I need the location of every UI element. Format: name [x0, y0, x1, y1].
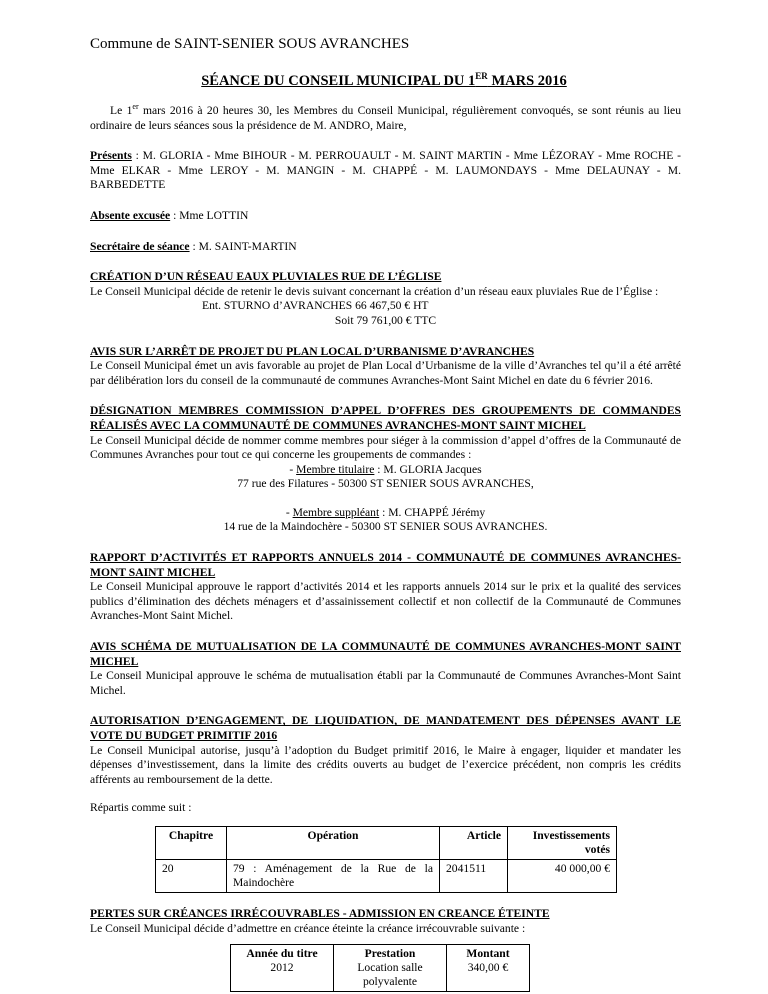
header-montant: Montant — [466, 947, 510, 961]
section-plu — [90, 345, 681, 389]
intro-pre: Le 1 — [110, 104, 133, 117]
page-title — [0, 73, 768, 90]
header-operation: Opération — [227, 826, 440, 859]
commune-header: Commune de SAINT-SENIER SOUS AVRANCHES — [90, 36, 410, 52]
cell-prestation — [334, 945, 447, 992]
title-sup: ER — [475, 71, 488, 82]
value-annee: 2012 — [270, 961, 294, 975]
section-text: Le Conseil Municipal décide de nommer comme membres pour siéger à la commission d’appel d’offres de la Communauté de Communes Avranches pour tout ce qui concerne les groupements de commandes : — [90, 433, 681, 462]
cell-chapitre: 20 — [156, 859, 227, 892]
section-eaux-pluviales — [90, 270, 681, 328]
section-text: Le Conseil Municipal approuve le rapport d’activités 2014 et les rapports annuels 2014 sur le prix et la qualité des services publics d’élimination des déchets ménagers et d’assainissement collectif et non collectif de la Communauté de Communes Avranches-Mont Saint Michel. — [90, 580, 681, 623]
titulaire-address: 77 rue des Filatures - 50300 ST SENIER SOUS AVRANCHES, — [237, 477, 534, 491]
titulaire-name: : M. GLORIA Jacques — [374, 462, 482, 476]
section-heading: AUTORISATION D’ENGAGEMENT, DE LIQUIDATION, DE MANDATEMENT DES DÉPENSES AVANT LE VOTE DU BUDGET PRIMITIF 2016 — [90, 714, 681, 742]
header-investissements: Investissements votés — [508, 826, 617, 859]
cell-article: 2041511 — [440, 859, 508, 892]
absente-paragraph — [90, 209, 681, 224]
section-autorisation-depenses — [90, 714, 681, 893]
header-article: Article — [440, 826, 508, 859]
absente-label: Absente excusée — [90, 208, 171, 222]
membre-suppleant: - Membre suppléant : M. CHAPPÉ Jérémy — [285, 505, 486, 519]
suppleant-label: Membre suppléant — [292, 505, 380, 519]
section-heading: DÉSIGNATION MEMBRES COMMISSION D’APPEL D’OFFRES DES GROUPEMENTS DE COMMANDES RÉALISÉS AVEC LA COMMUNAUTÉ DE COMMUNES AVRANCHES-MONT SAINT MICHEL — [90, 404, 681, 432]
titulaire-label: Membre titulaire — [296, 462, 375, 476]
section-heading: AVIS SCHÉMA DE MUTUALISATION DE LA COMMUNAUTÉ DE COMMUNES AVRANCHES-MONT SAINT MICHEL — [90, 640, 681, 668]
header-chapitre: Chapitre — [156, 826, 227, 859]
devis-ttc: Soit 79 761,00 € TTC — [334, 313, 437, 327]
section-commission-appel-offres — [90, 404, 681, 535]
devis-ht: Ent. STURNO d’AVRANCHES 66 467,50 € HT — [202, 299, 429, 313]
intro-sup: er — [132, 102, 139, 112]
suppleant-name: : M. CHAPPÉ Jérémy — [379, 505, 486, 519]
cell-montant — [447, 945, 530, 992]
investissements-table — [155, 826, 617, 893]
section-text: Le Conseil Municipal émet un avis favorable au projet de Plan Local d’Urbanisme de la ville d’Avranches tel qu’il a été arrêté par délibération lors du conseil de la communauté de communes Avranches-Mont Saint Michel en date du 6 février 2016. — [90, 359, 681, 387]
title-date: MARS 2016 — [487, 73, 567, 89]
section-heading: PERTES SUR CRÉANCES IRRÉCOUVRABLES - ADMISSION EN CREANCE ÉTEINTE — [90, 906, 550, 920]
section-text: Le Conseil Municipal autorise, jusqu’à l’adoption du Budget primitif 2016, le Maire à engager, liquider et mandater les dépenses d’investissement, dans la limite des crédits ouverts au budget de l’exercice précédent, non compris les crédits afférents au remboursement de la dette. — [90, 743, 681, 786]
membre-titulaire: - Membre titulaire : M. GLORIA Jacques — [289, 462, 482, 476]
intro-text: mars 2016 à 20 heures 30, les Membres du Conseil Municipal, régulièrement convoqués, se sont réunis au lieu ordinaire de leurs séances sous la présidence de M. ANDRO, Maire, — [90, 104, 681, 132]
section-heading: CRÉATION D’UN RÉSEAU EAUX PLUVIALES RUE DE L’ÉGLISE — [90, 270, 442, 284]
repartis-label: Répartis comme suit : — [90, 801, 192, 815]
secretaire-paragraph — [90, 240, 681, 255]
cell-operation: 79 : Aménagement de la Rue de la Maindochère — [227, 859, 440, 892]
creance-table — [230, 944, 530, 992]
presents-list: : M. GLORIA - Mme BIHOUR - M. PERROUAULT - M. SAINT MARTIN - Mme LÉZORAY - Mme ROCHE - Mme ELKAR - Mme LEROY - M. MANGIN - M. CHAPPÉ - M. LAUMONDAYS - Mme DELAUNAY - M. BARBEDETTE — [90, 149, 681, 192]
section-text: Le Conseil Municipal approuve le schéma de mutualisation établi par la Communauté de Communes Avranches-Mont Saint Michel. — [90, 669, 681, 697]
suppleant-address: 14 rue de la Maindochère - 50300 ST SENIER SOUS AVRANCHES. — [223, 520, 548, 534]
presents-paragraph — [90, 149, 681, 193]
cell-montant: 40 000,00 € — [508, 859, 617, 892]
header-prestation: Prestation — [364, 947, 416, 961]
section-heading: RAPPORT D’ACTIVITÉS ET RAPPORTS ANNUELS 2014 - COMMUNAUTÉ DE COMMUNES AVRANCHES-MONT SAINT MICHEL — [90, 551, 681, 579]
table-row — [231, 945, 530, 992]
header-annee: Année du titre — [246, 947, 318, 961]
title-text: SÉANCE DU CONSEIL MUNICIPAL DU 1 — [201, 73, 476, 89]
section-rapport-activites — [90, 551, 681, 624]
secretaire-label: Secrétaire de séance — [90, 239, 190, 253]
section-pertes-creances — [90, 907, 681, 992]
value-prestation: Location salle polyvalente — [357, 961, 423, 989]
section-heading: AVIS SUR L’ARRÊT DE PROJET DU PLAN LOCAL D’URBANISME D’AVRANCHES — [90, 344, 535, 358]
secretaire-name: : M. SAINT-MARTIN — [189, 239, 297, 253]
value-montant: 340,00 € — [467, 961, 509, 975]
presents-label: Présents — [90, 149, 132, 163]
absente-name: : Mme LOTTIN — [170, 208, 249, 222]
section-text: Le Conseil Municipal décide d’admettre en créance éteinte la créance irrécouvrable suivante : — [90, 921, 526, 935]
cell-annee — [231, 945, 334, 992]
document-body — [90, 104, 681, 992]
section-mutualisation — [90, 640, 681, 698]
table-header-row — [156, 826, 617, 859]
intro-paragraph — [90, 104, 681, 133]
table-row — [156, 859, 617, 892]
section-text: Le Conseil Municipal décide de retenir le devis suivant concernant la création d’un réseau eaux pluviales Rue de l’Église : — [90, 284, 659, 298]
